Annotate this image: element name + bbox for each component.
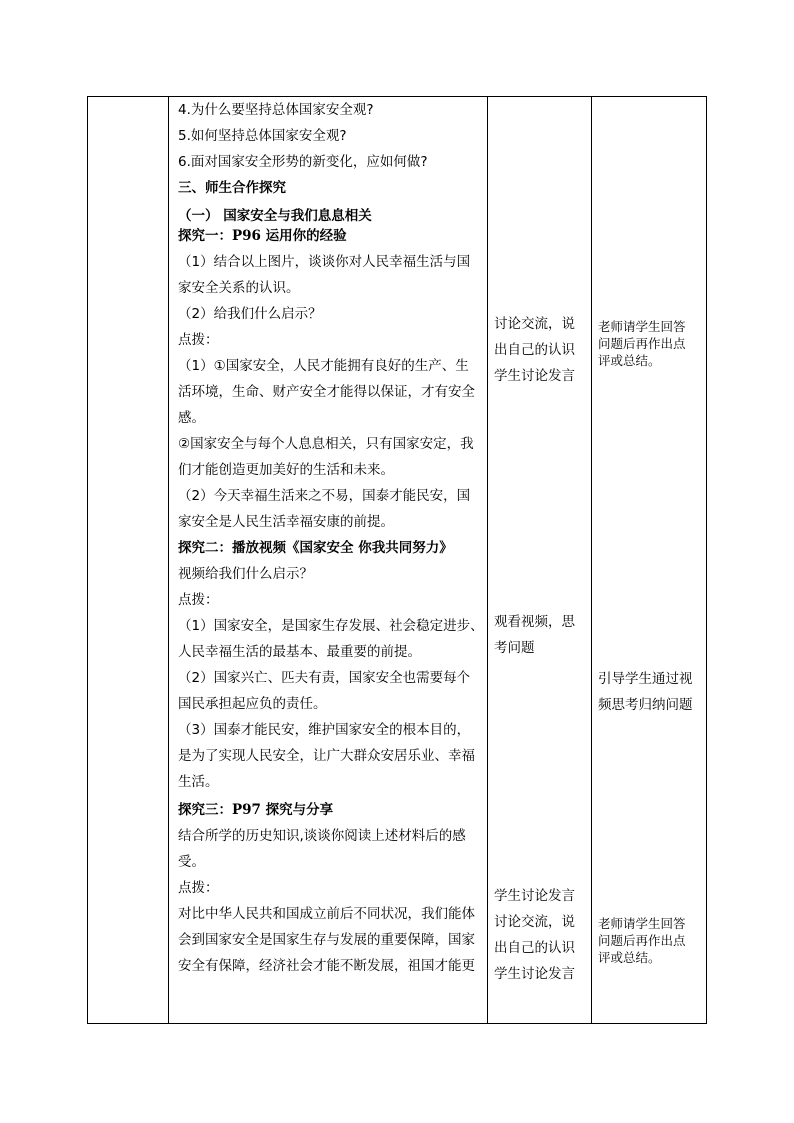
teacher-activity-cell bbox=[598, 318, 686, 369]
column-divider bbox=[168, 97, 169, 1023]
content-line: 点拨： bbox=[178, 332, 219, 348]
content-line: 结合所学的历史知识,谈谈你阅读上述材料后的感 bbox=[178, 828, 466, 844]
cell-line: 问题后再作出点 bbox=[598, 933, 686, 948]
cell-line: 讨论交流，说 bbox=[494, 914, 575, 930]
cell-line: 出自己的认识 bbox=[494, 342, 575, 358]
content-line: （2）给我们什么启示？ bbox=[178, 306, 322, 322]
column-divider bbox=[591, 97, 592, 1023]
section-heading: 探究三：P97 探究与分享 bbox=[178, 802, 334, 818]
content-line: 视频给我们什么启示？ bbox=[178, 566, 313, 582]
cell-line: 学生讨论发言 bbox=[494, 368, 575, 384]
cell-line: 频思考归纳问题 bbox=[598, 697, 693, 713]
content-line: 受。 bbox=[178, 854, 205, 870]
cell-line: 老师请学生回答 bbox=[598, 916, 686, 931]
content-line: 点拨： bbox=[178, 880, 219, 896]
content-line: （3）国泰才能民安，维护国家安全的根本目的， bbox=[178, 722, 471, 738]
content-line: 会到国家安全是国家生存与发展的重要保障，国家 bbox=[178, 932, 475, 948]
content-line: 感。 bbox=[178, 410, 205, 426]
cell-line: 观看视频，思 bbox=[494, 614, 575, 630]
column-divider bbox=[487, 97, 488, 1023]
content-line: （1）①国家安全，人民才能拥有良好的生产、生 bbox=[178, 358, 469, 374]
content-line: 是为了实现人民安全，让广大群众安居乐业、幸福 bbox=[178, 748, 475, 764]
content-line: 4.为什么要坚持总体国家安全观? bbox=[178, 102, 374, 118]
content-line: （2）今天幸福生活来之不易，国泰才能民安，国 bbox=[178, 488, 471, 504]
cell-line: 引导学生通过视 bbox=[598, 671, 693, 687]
cell-line: 评或总结。 bbox=[598, 950, 661, 965]
content-line: 6.面对国家安全形势的新变化，应如何做? bbox=[178, 154, 428, 170]
content-line: （2）国家兴亡、匹夫有责，国家安全也需要每个 bbox=[178, 670, 471, 686]
section-heading: （一） 国家安全与我们息息相关 bbox=[178, 208, 372, 224]
content-line: 对比中华人民共和国成立前后不同状况，我们能体 bbox=[178, 906, 475, 922]
content-line: 生活。 bbox=[178, 774, 219, 790]
student-activity-cell bbox=[494, 311, 575, 389]
cell-line: 评或总结。 bbox=[598, 353, 661, 368]
cell-line: 学生讨论发言 bbox=[494, 888, 575, 904]
content-line: 安全有保障，经济社会才能不断发展，祖国才能更 bbox=[178, 958, 475, 974]
student-activity-cell bbox=[494, 609, 575, 661]
content-line: 点拨： bbox=[178, 592, 219, 608]
cell-line: 讨论交流，说 bbox=[494, 316, 575, 332]
content-line: 们才能创造更加美好的生活和未来。 bbox=[178, 462, 394, 478]
student-activity-cell bbox=[494, 883, 575, 987]
content-line: 5.如何坚持总体国家安全观? bbox=[178, 128, 347, 144]
lesson-table bbox=[87, 96, 707, 1024]
content-line: （1）国家安全，是国家生存发展、社会稳定进步、 bbox=[178, 618, 484, 634]
cell-line: 学生讨论发言 bbox=[494, 966, 575, 982]
teacher-activity-cell bbox=[598, 666, 693, 718]
content-line: 活环境，生命、财产安全才能得以保证，才有安全 bbox=[178, 384, 475, 400]
cell-line: 问题后再作出点 bbox=[598, 336, 686, 351]
content-line: 家安全关系的认识。 bbox=[178, 280, 300, 296]
cell-line: 老师请学生回答 bbox=[598, 319, 686, 334]
content-line: （1）结合以上图片，谈谈你对人民幸福生活与国 bbox=[178, 254, 471, 270]
content-line: 家安全是人民生活幸福安康的前提。 bbox=[178, 514, 394, 530]
content-line: ②国家安全与每个人息息相关，只有国家安定，我 bbox=[178, 436, 474, 452]
cell-line: 出自己的认识 bbox=[494, 940, 575, 956]
section-heading: 探究二：播放视频《国家安全 你我共同努力》 bbox=[178, 540, 453, 556]
cell-line: 考问题 bbox=[494, 640, 535, 656]
teacher-activity-cell bbox=[598, 915, 686, 966]
section-heading: 探究一：P96 运用你的经验 bbox=[178, 228, 347, 244]
content-line: 国民承担起应负的责任。 bbox=[178, 696, 327, 712]
content-line: 人民幸福生活的最基本、最重要的前提。 bbox=[178, 644, 421, 660]
section-heading: 三、师生合作探究 bbox=[178, 180, 286, 196]
